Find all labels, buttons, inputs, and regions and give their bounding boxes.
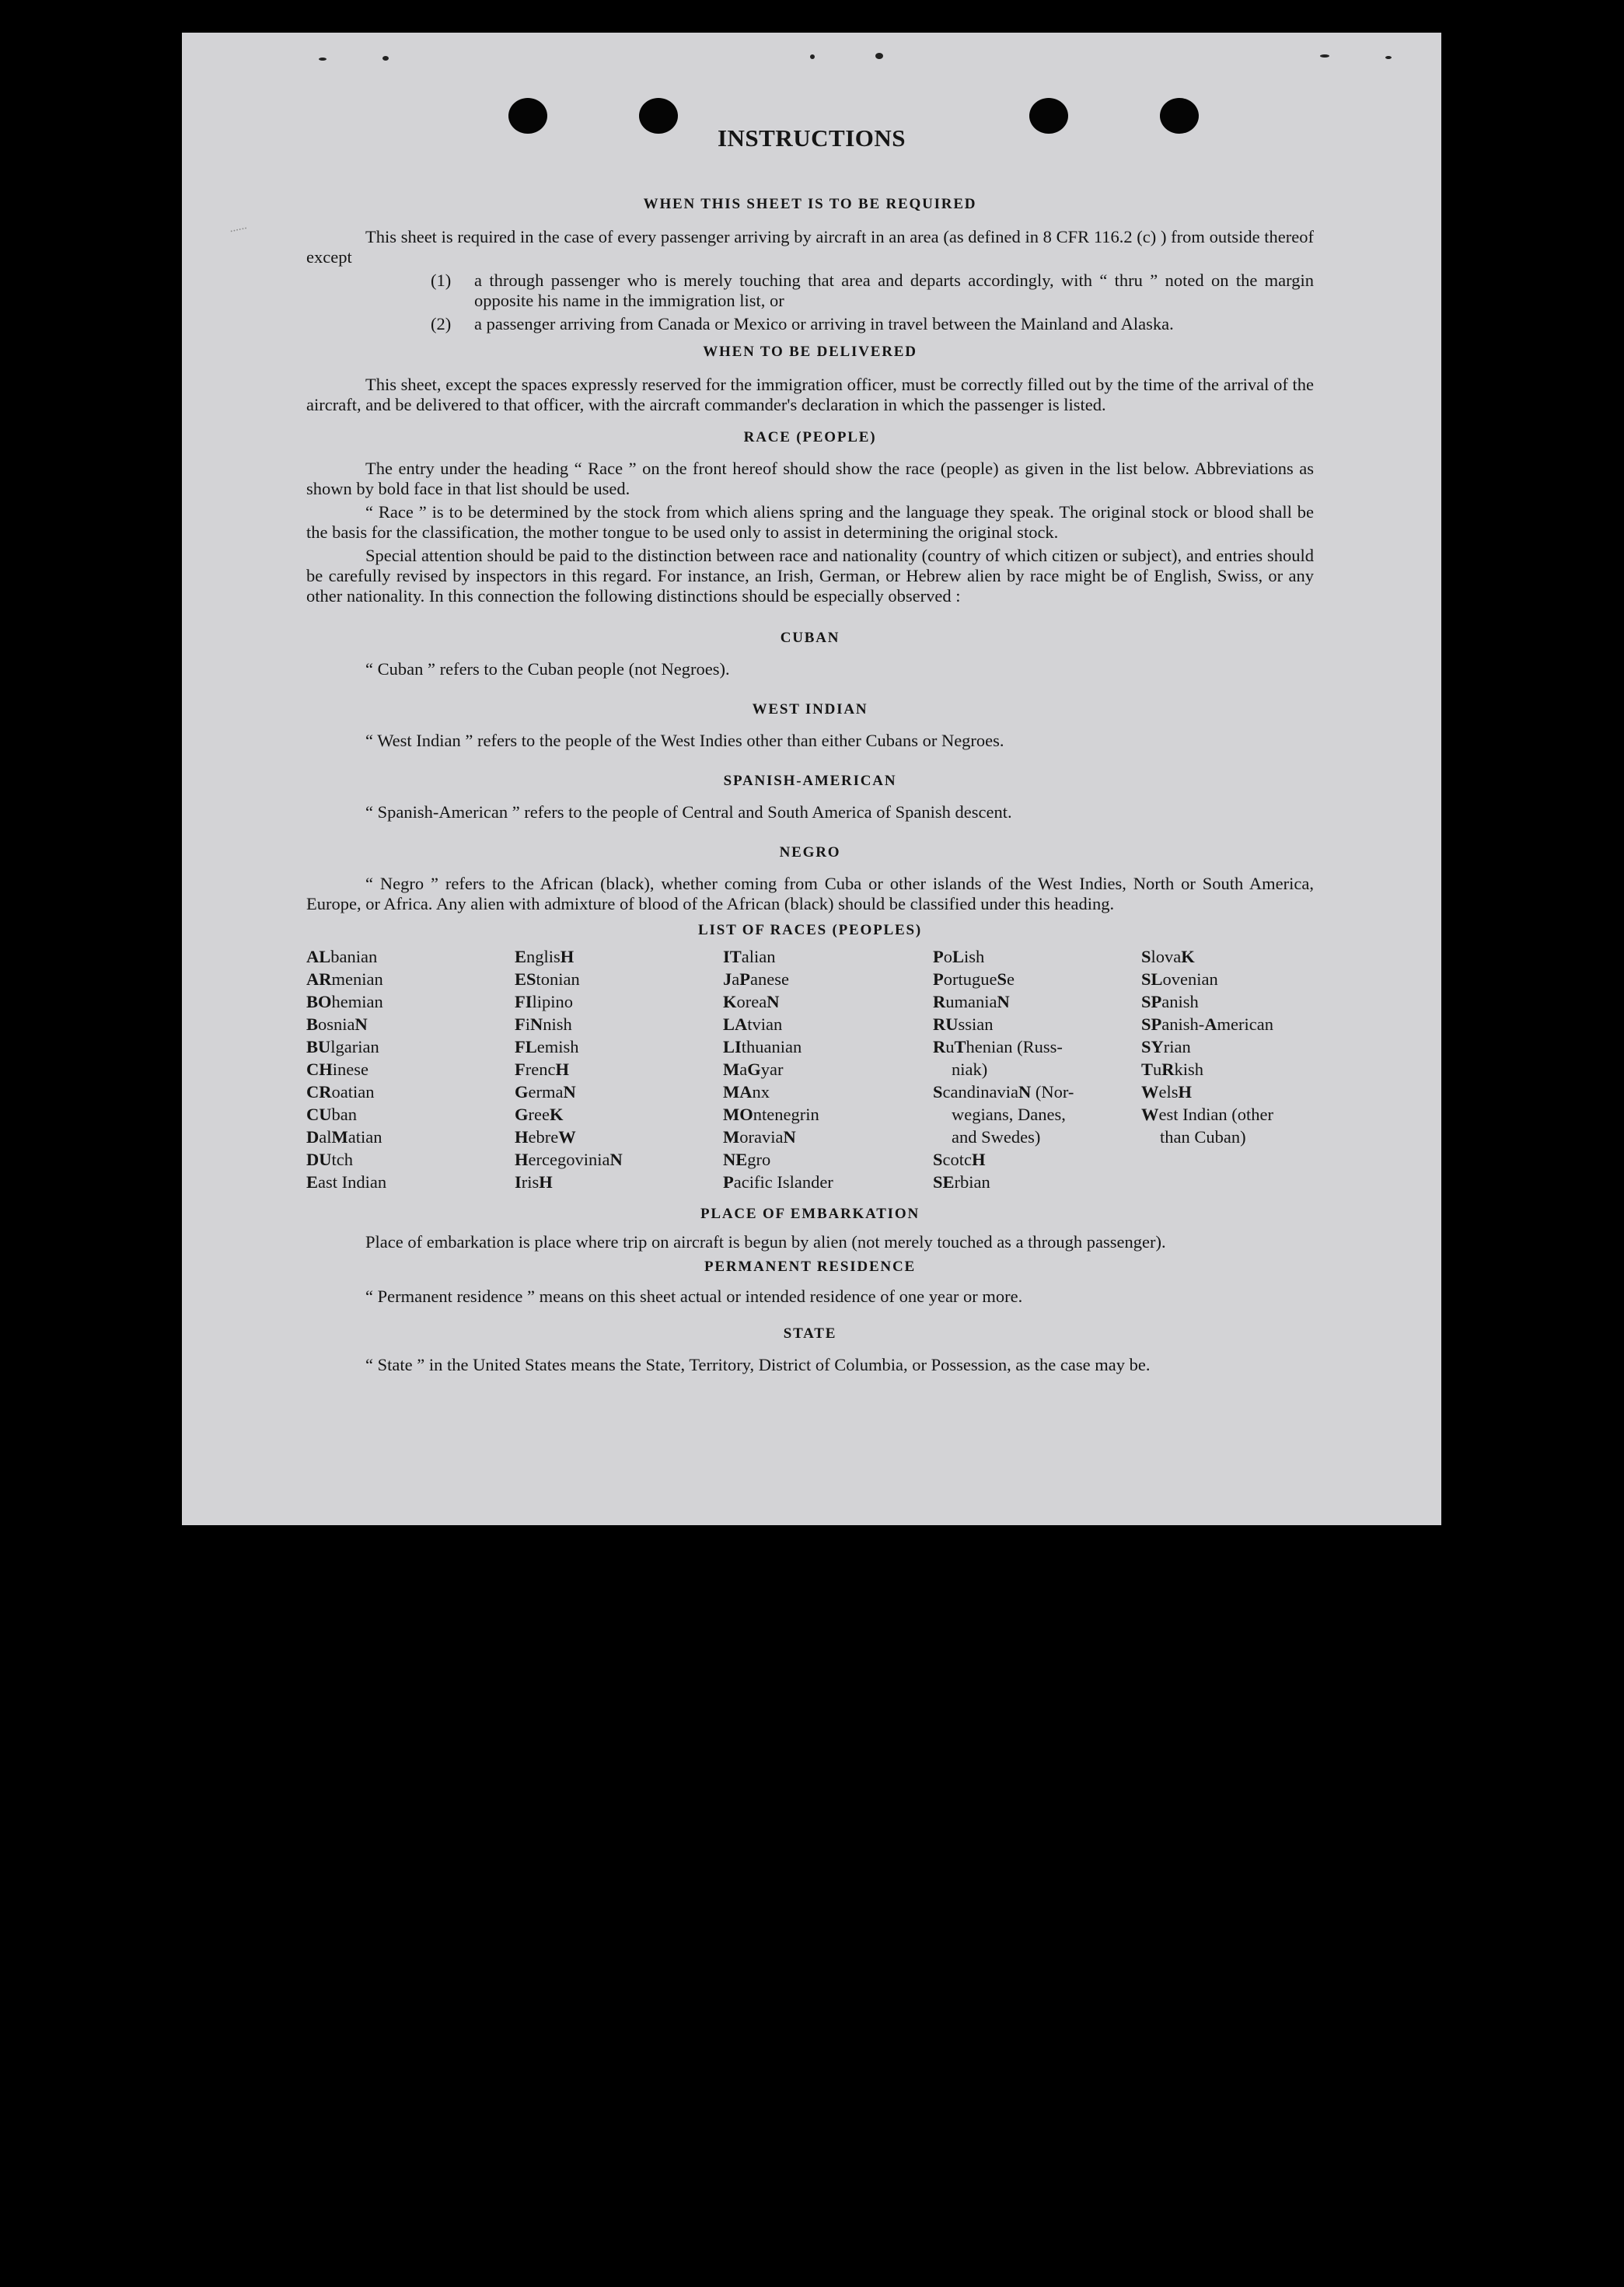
speck — [319, 58, 327, 61]
race-entry: FiNnish — [515, 1014, 572, 1034]
race-entry: LIthuanian — [723, 1037, 802, 1056]
race-entry: ARmenian — [306, 969, 383, 989]
item-text: a through passenger who is merely touching that area and departs accordingly, with “ thru ” noted on the margin opposite his name in the immigration list, or — [474, 271, 1314, 310]
embarkation-text: Place of embarkation is place where trip on aircraft is begun by alien (not merely touched as a through passenger). — [365, 1232, 1166, 1252]
race-entry: ScandinaviaN (Nor- — [933, 1082, 1074, 1102]
race-paragraph: The entry under the heading “ Race ” on the front hereof should show the race (people) as given in the list below. Abbreviations as shown by bold face in that list should be used. — [306, 459, 1314, 498]
race-entry: East Indian — [306, 1172, 387, 1192]
race-entry: CHinese — [306, 1060, 368, 1079]
race-entry: KoreaN — [723, 992, 780, 1011]
speck — [1385, 56, 1392, 59]
west-indian-text: “ West Indian ” refers to the people of the West Indies other than either Cubans or Negroes. — [365, 731, 1004, 750]
speck — [382, 56, 389, 61]
race-entry: IrisH — [515, 1172, 553, 1192]
race-entry: PoLish — [933, 947, 985, 966]
race-entry: FLemish — [515, 1037, 579, 1056]
race-paragraph: “ Race ” is to be determined by the stock from which aliens spring and the language they speak. The original stock or blood shall be the basis for the classification, the mother tongue to be used only to assist in determining the original stock. — [306, 502, 1314, 542]
race-entry: GermaN — [515, 1082, 576, 1102]
race-entry: SLovenian — [1141, 969, 1218, 989]
race-entry: than Cuban) — [1160, 1127, 1246, 1147]
state-text: “ State ” in the United States means the State, Territory, District of Columbia, or Possession, as the case may be. — [365, 1355, 1151, 1374]
heading-required: WHEN THIS SHEET IS TO BE REQUIRED — [643, 196, 977, 212]
race-entry: ITalian — [723, 947, 776, 966]
race-entry: SErbian — [933, 1172, 990, 1192]
race-entry: MOntenegrin — [723, 1105, 819, 1124]
race-entry: CRoatian — [306, 1082, 375, 1102]
cuban-text: “ Cuban ” refers to the Cuban people (not Negroes). — [365, 659, 730, 679]
item-number: (1) — [431, 271, 452, 290]
negro-text: “ Negro ” refers to the African (black), whether coming from Cuba or other islands of the West Indies, North or South America, Europe, or Africa. Any alien with admixture of blood of the African (black) should be classified under this heading. — [306, 874, 1314, 913]
race-entry: HebreW — [515, 1127, 576, 1147]
race-entry: SYrian — [1141, 1037, 1191, 1056]
race-entry: HercegoviniaN — [515, 1150, 623, 1169]
race-column — [306, 945, 515, 1193]
race-entry: MoraviaN — [723, 1127, 796, 1147]
speck — [1320, 54, 1329, 58]
heading-negro: NEGRO — [779, 844, 841, 861]
race-entry: Pacific Islander — [723, 1172, 833, 1192]
race-entry: WelsH — [1141, 1082, 1193, 1102]
race-column — [1141, 945, 1314, 1193]
race-entry: JaPanese — [723, 969, 789, 989]
spanish-american-text: “ Spanish-American ” refers to the people of Central and South America of Spanish descent. — [365, 802, 1012, 822]
race-entry: EStonian — [515, 969, 580, 989]
race-entry: and Swedes) — [952, 1127, 1041, 1147]
race-entry: LAtvian — [723, 1014, 783, 1034]
race-entry: BOhemian — [306, 992, 383, 1011]
heading-delivered: WHEN TO BE DELIVERED — [703, 344, 917, 360]
heading-spanish-american: SPANISH-AMERICAN — [723, 773, 897, 789]
race-entry: PortugueSe — [933, 969, 1015, 989]
race-entry: SPanish — [1141, 992, 1199, 1011]
race-entry: DalMatian — [306, 1127, 382, 1147]
race-entry: MAnx — [723, 1082, 770, 1102]
speck — [875, 53, 883, 59]
race-entry: RUssian — [933, 1014, 994, 1034]
race-entry: EnglisH — [515, 947, 575, 966]
race-entry: RuThenian (Russ- — [933, 1037, 1063, 1056]
race-entry: FrencH — [515, 1060, 569, 1079]
item-number: (2) — [431, 314, 452, 333]
race-entry: RumaniaN — [933, 992, 1010, 1011]
race-entry: CUban — [306, 1105, 357, 1124]
heading-list-of-races: LIST OF RACES (PEOPLES) — [698, 922, 922, 938]
race-entry: FIlipino — [515, 992, 574, 1011]
race-column — [933, 945, 1141, 1193]
race-entry: West Indian (other — [1141, 1105, 1273, 1124]
race-entry: ALbanian — [306, 947, 378, 966]
delivered-text: This sheet, except the spaces expressly reserved for the immigration officer, must be correctly filled out by the time of the arrival of the aircraft, and be delivered to that officer, with the aircraft commander's declaration in which the passenger is listed. — [306, 375, 1314, 414]
race-entry: niak) — [952, 1060, 988, 1079]
race-entry: SlovaK — [1141, 947, 1195, 966]
race-entry: ScotcH — [933, 1150, 986, 1169]
item-text: a passenger arriving from Canada or Mexico or arriving in travel between the Mainland and Alaska. — [474, 314, 1174, 333]
race-entry: TuRkish — [1141, 1060, 1204, 1079]
race-entry: DUtch — [306, 1150, 353, 1169]
residence-text: “ Permanent residence ” means on this sheet actual or intended residence of one year or more. — [365, 1287, 1023, 1306]
heading-state: STATE — [783, 1325, 837, 1342]
race-column — [723, 945, 933, 1193]
race-entry: BosniaN — [306, 1014, 368, 1034]
race-list — [306, 945, 1314, 1193]
race-entry: BUlgarian — [306, 1037, 379, 1056]
required-intro: This sheet is required in the case of every passenger arriving by aircraft in an area (as defined in 8 CFR 116.2 (c) ) from outside thereof except — [306, 227, 1314, 267]
document-sheet — [182, 33, 1441, 1525]
race-entry: NEgro — [723, 1150, 771, 1169]
required-item — [431, 271, 1314, 311]
heading-cuban: CUBAN — [780, 630, 840, 646]
page-title: INSTRUCTIONS — [717, 124, 906, 152]
heading-embarkation: PLACE OF EMBARKATION — [700, 1206, 920, 1222]
heading-race: RACE (PEOPLE) — [743, 429, 877, 445]
faint-stamp: ...... — [228, 218, 248, 236]
heading-west-indian: WEST INDIAN — [752, 701, 868, 718]
race-entry: wegians, Danes, — [952, 1105, 1066, 1124]
speck — [810, 54, 815, 59]
instructions-body — [306, 194, 1314, 1375]
race-paragraph: Special attention should be paid to the distinction between race and nationality (country of which citizen or subject), and entries should be carefully revised by inspectors in this regard. For instance, an Irish, German, or Hebrew alien by race might be of English, Swiss, or any other nationality. In this connection the following distinctions should be especially observed : — [306, 546, 1314, 606]
race-entry: SPanish-American — [1141, 1014, 1273, 1034]
race-column — [515, 945, 723, 1193]
race-entry: MaGyar — [723, 1060, 784, 1079]
race-entry: GreeK — [515, 1105, 564, 1124]
required-item — [431, 314, 1314, 334]
heading-residence: PERMANENT RESIDENCE — [704, 1259, 916, 1275]
